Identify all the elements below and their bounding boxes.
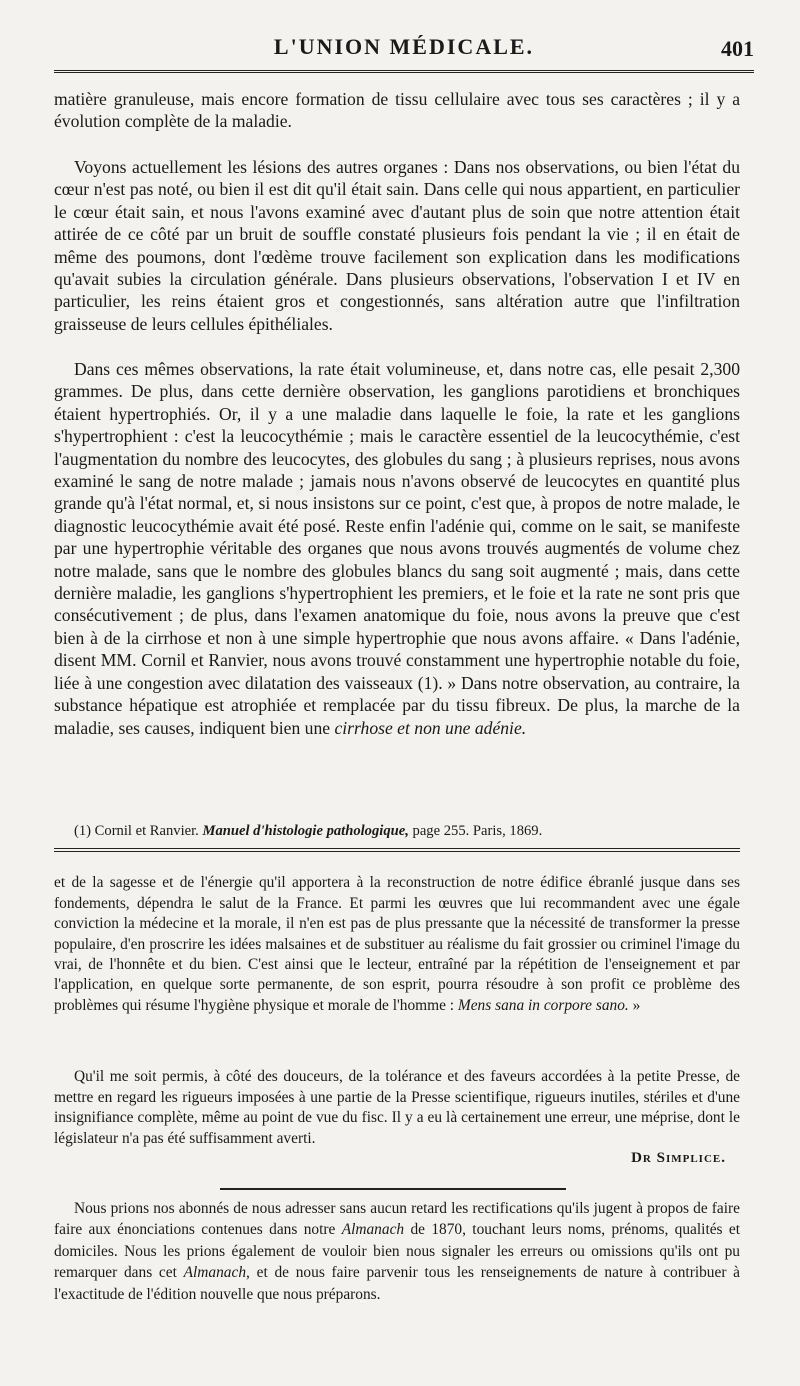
paragraph-4-text: et de la sagesse et de l'énergie qu'il apportera à la reconstruction de notre édifice ébranlé jusque dans ses fondements, dépendra le salut de la France. Et parmi les œuvres que lui recommandent avec une égale conviction la médecine et la morale, il n'en est pas de plus pressante que la nécessité de transformer la presse populaire, d'en proscrire les idées malsaines et de substituer au réalisme du fait grossier ou criminel l'image du vrai, de l'honnête et du bien. C'est ainsi que le lecteur, entraîné par la répétition de l'enseignement et par l'application, en quelque sorte permanente, de son esprit, pourra résoudre à son profit ce problème des problèmes qui résume l'hygiène physique et morale de l'homme : xyxy=(54,874,740,1014)
footnote xyxy=(74,822,740,840)
signature: Dr Simplice. xyxy=(631,1150,726,1166)
paragraph-3-text: Dans ces mêmes observations, la rate était volumineuse, et, dans notre cas, elle pesait 2,300 grammes. De plus, dans cette dernière observation, les ganglions parotidiens et bronchiques étaient hypertrophiés. Or, il y a une maladie dans laquelle le foie, la rate et les ganglions s'hypertrophient : c'est la leucocythémie ; mais le caractère essentiel de la leucocythémie, c'est l'augmentation du nombre des leucocytes, des globules du sang ; à plusieurs reprises, nous avons examiné le sang de notre malade ; jamais nous n'avons observé de leucocytes en quantité plus grande qu'à l'état normal, et, si nous insistons sur ce point, c'est que, à propos de notre malade, le diagnostic leucocythémie avait été posé. Reste enfin l'adénie qui, comme on le sait, se manifeste par une hypertrophie véritable des organes que nous avons trouvés augmentés de volume chez notre malade, sans que le nombre des globules blancs du sang soit augmenté ; mais, dans cette dernière maladie, les ganglions s'hypertrophient les premiers, et le foie et la rate ne sont pris que consécutivement ; de plus, dans l'examen anatomique du foie, nous avons la preuve que c'est bien à de la cirrhose et non à une simple hypertrophie que nous avons affaire. « Dans l'adénie, disent MM. Cornil et Ranvier, nous avons trouvé constamment une hypertrophie notable du foie, liée à une congestion avec dilatation des vaisseaux (1). » Dans notre observation, au contraire, la substance hépatique est atrophiée et remplacée par du tissu fibreux. De plus, la marche de la maladie, ses causes, indiquent bien une xyxy=(54,359,740,738)
paragraph-3-italic: cirrhose et non une adénie. xyxy=(334,717,527,738)
paragraph-4 xyxy=(54,858,740,1032)
notice-text-a: Nous prions nos abonnés de nous adresser sans aucun retard les rectifications qu'ils jugent à propos de faire faire aux énonciations contenues dans notre xyxy=(54,1200,740,1239)
paragraph-2 xyxy=(54,156,740,335)
paragraph-2-text: Voyons actuellement les lésions des autres organes : Dans nos observations, ou bien l'état du cœur n'est pas noté, ou bien il est dit qu'il était sain. Dans celle qui nous appartient, en particulier le cœur était sain, et nous l'avons examiné avec d'autant plus de soin que notre attention était attirée de ce côté par un bruit de souffle constaté plusieurs fois pendant la vie ; il en était de même des poumons, dont l'œdème trouve facilement son explication dans les modifications qu'avait subies la circulation générale. Dans plusieurs observations, l'observation I et IV en particulier, les reins étaient gros et congestionnés, sans altération autre que l'infiltration graisseuse de leurs cellules épithéliales. xyxy=(54,157,740,334)
paragraph-5-text: Qu'il me soit permis, à côté des douceurs, de la tolérance et des faveurs accordées à la petite Presse, de mettre en regard les rigueurs imposées à une partie de la Presse scientifique, rigueurs inutiles, stériles et d'une insignifiance complète, même au point de vue du fisc. Il y a eu là certainement une erreur, une méprise, dont le législateur n'a pas été suffisamment averti. xyxy=(54,1068,740,1147)
paragraph-1 xyxy=(54,88,740,133)
notice-italic-1: Almanach xyxy=(341,1221,405,1239)
paragraph-5 xyxy=(54,1052,740,1164)
page-number: 401 xyxy=(721,36,754,61)
running-title: L'UNION MÉDICALE. xyxy=(273,34,535,59)
notice-text-b: de 1870, touchant leurs noms, prénoms, qualités et domiciles. Nous les prions également de vouloir bien nous signaler les erreurs ou omissions qu'ils ont pu remarquer dans cet xyxy=(54,1221,740,1282)
page-header xyxy=(54,0,754,64)
footnote-suffix: page 255. Paris, 1869. xyxy=(412,823,543,839)
footnote-prefix: (1) Cornil et Ranvier. xyxy=(74,823,199,839)
notice-paragraph xyxy=(54,1198,740,1305)
notice-italic-2: Almanach, xyxy=(183,1264,250,1282)
paragraph-1-text: matière granuleuse, mais encore formation de tissu cellulaire avec tous ses caractères ; il y a évolution complète de la maladie. xyxy=(54,89,740,132)
paragraph-3 xyxy=(54,358,740,739)
notice-text-c: et de nous faire parvenir tous les renseignements de nature à contribuer à l'exactitude de l'édition nouvelle que nous préparons. xyxy=(54,1264,741,1303)
notice-divider xyxy=(220,1188,566,1190)
footnote-title: Manuel d'histologie pathologique, xyxy=(202,823,409,839)
paragraph-4-end: » xyxy=(632,996,641,1014)
header-rule xyxy=(54,70,754,73)
paragraph-4-italic: Mens sana in corpore sano. xyxy=(457,996,629,1014)
section-divider xyxy=(54,848,740,852)
